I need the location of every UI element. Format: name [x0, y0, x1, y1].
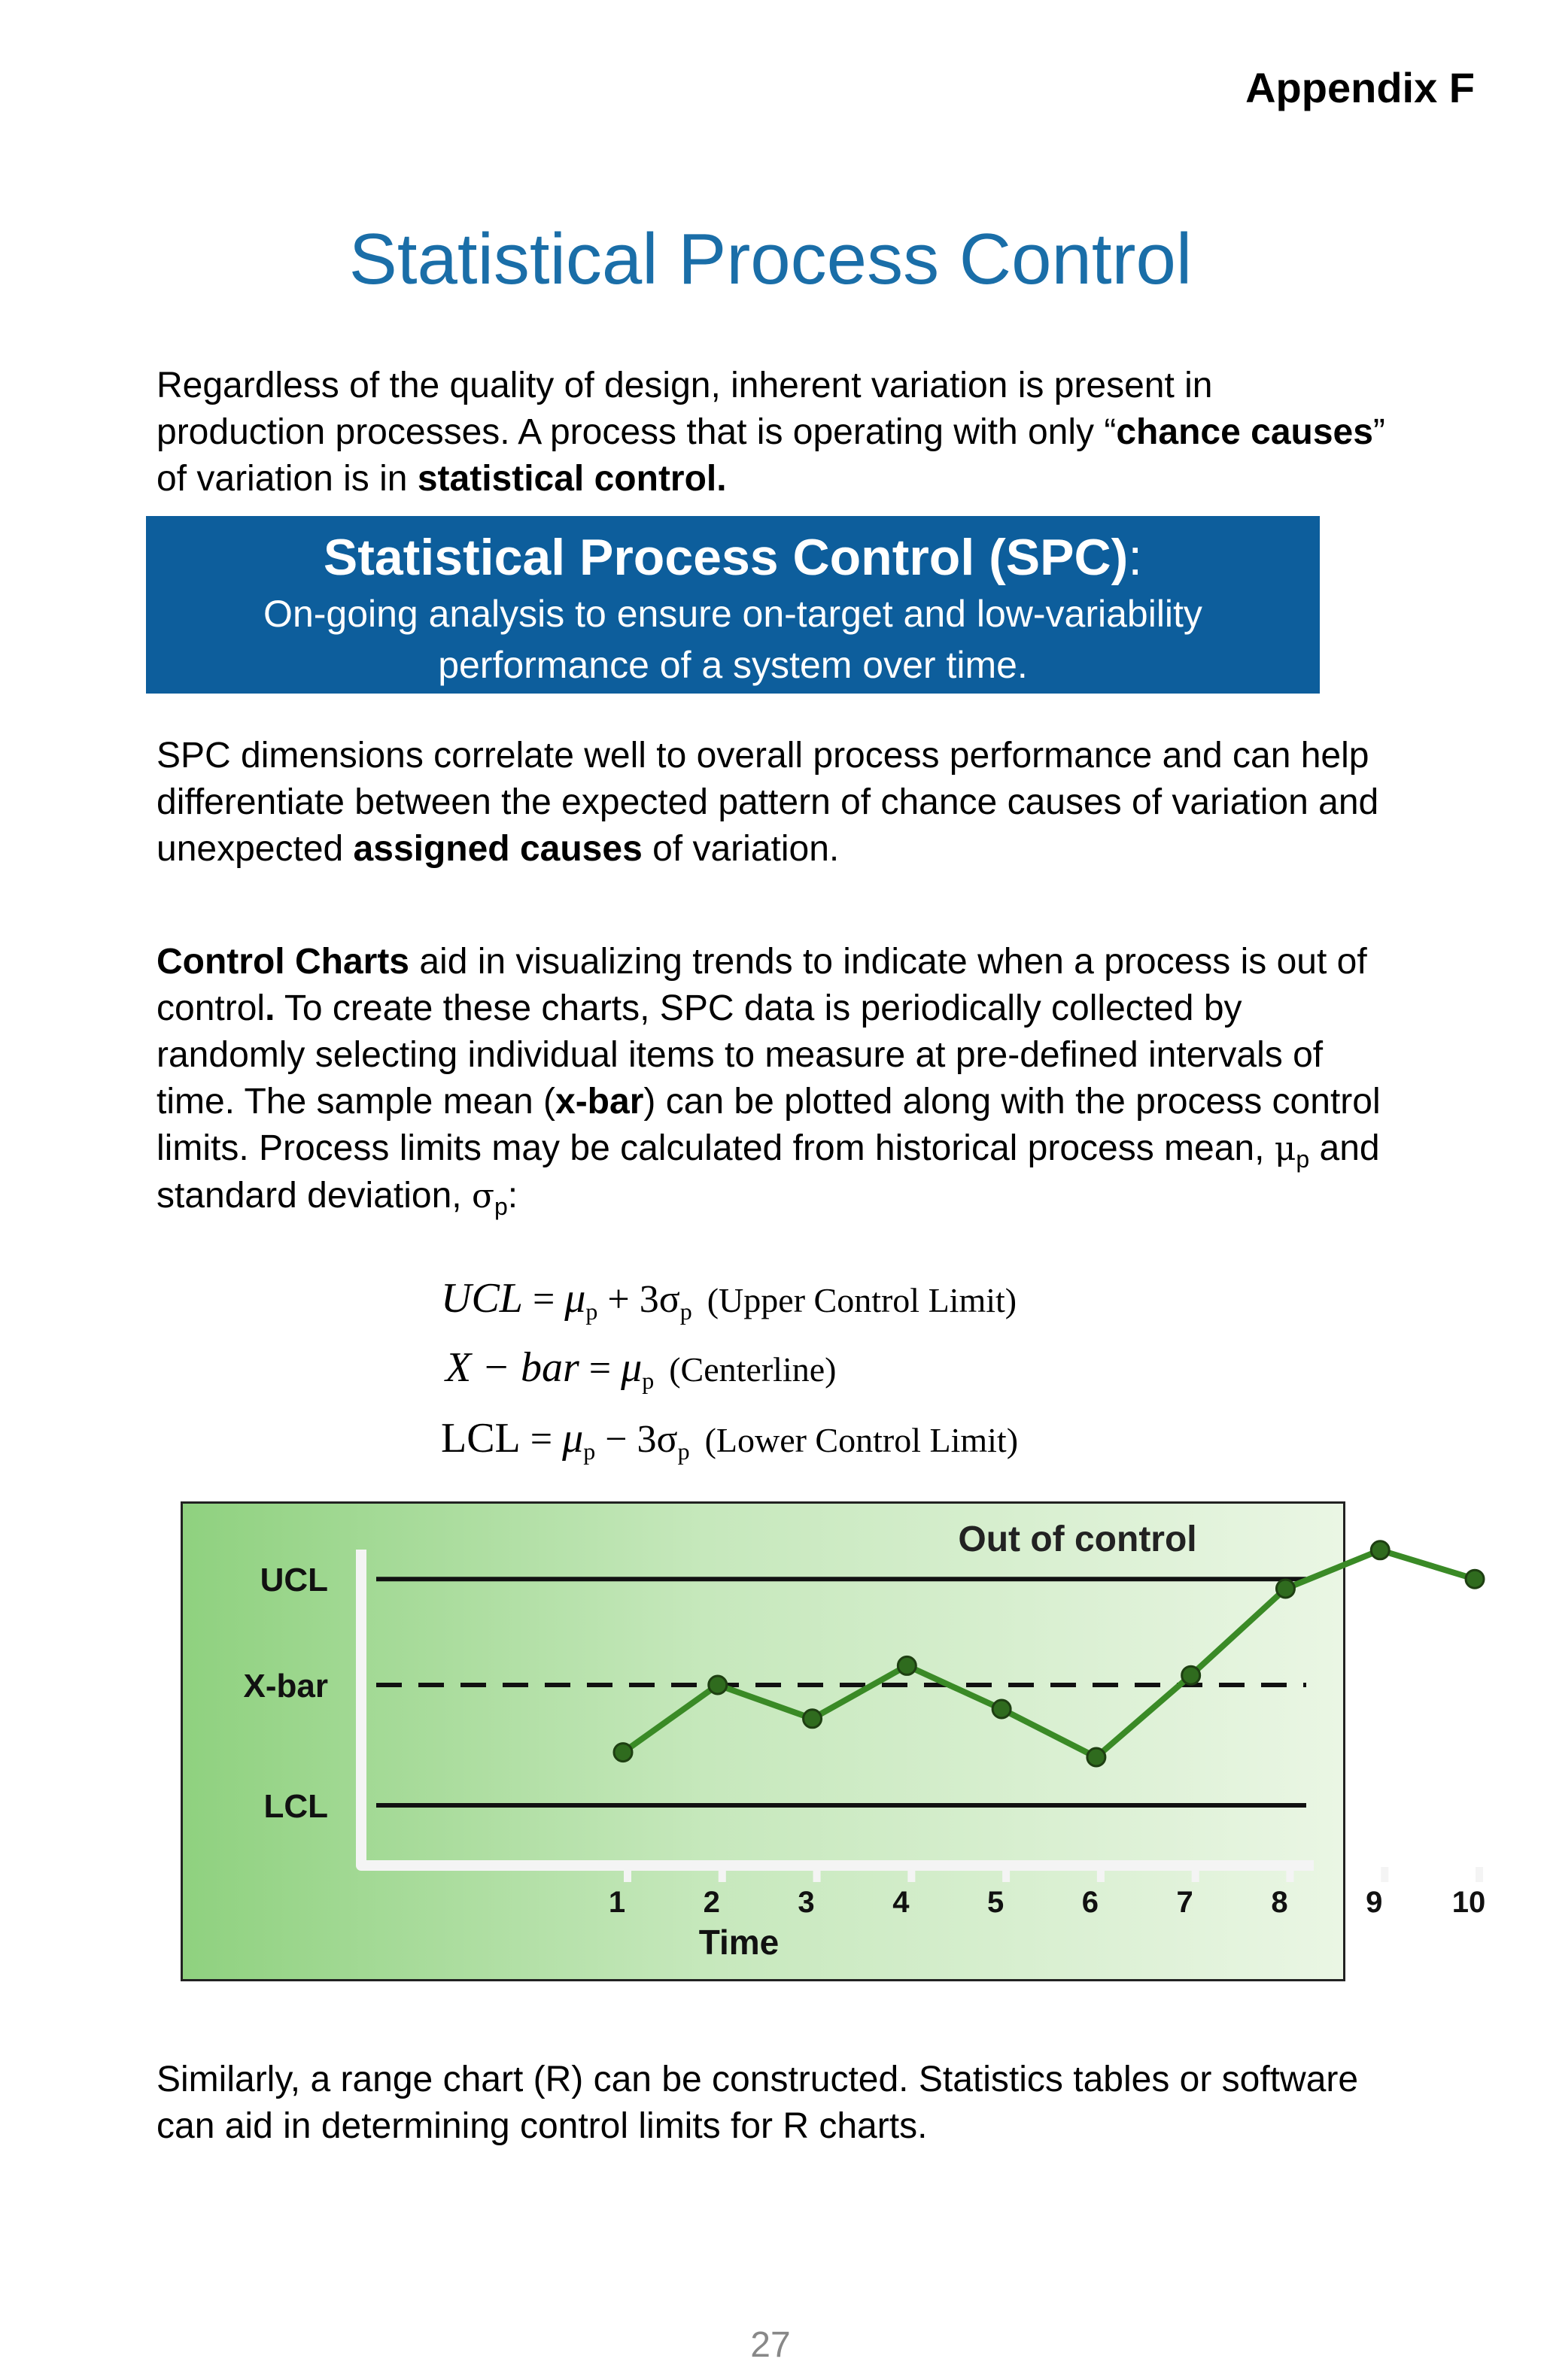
para-bold: Control Charts [157, 942, 409, 982]
intro-text: Regardless of the quality of design, inherent variation is present in production processes. A process that is operating with only “ [157, 366, 1213, 452]
subscript: p [677, 1437, 690, 1465]
equation-op: = [522, 1278, 565, 1321]
data-point [709, 1676, 727, 1694]
subscript: p [583, 1437, 596, 1465]
control-line-label: LCL [263, 1788, 328, 1825]
data-point [1182, 1666, 1200, 1684]
data-point [1466, 1570, 1484, 1588]
x-tick-label: 9 [1366, 1886, 1383, 1919]
data-point [1276, 1580, 1294, 1598]
spc-definition-line: On-going analysis to ensure on-target and low-variability [263, 593, 1202, 635]
page-title: Statistical Process Control [348, 219, 1193, 299]
control-line-label: X-bar [243, 1668, 328, 1705]
equation-lhs: UCL [441, 1275, 523, 1322]
data-point [1371, 1541, 1389, 1559]
x-tick-label: 7 [1176, 1886, 1193, 1919]
x-tick-label: 5 [986, 1886, 1005, 1919]
spc-dimensions-paragraph [157, 733, 1391, 873]
x-tick-label: 1 [608, 1886, 626, 1919]
spc-definition-line: performance of a system over time. [438, 644, 1028, 686]
para-bold: . [265, 988, 275, 1028]
para-text: ) can be plotted along with the process control limits. Process limits may be calculated from historical process mean, [157, 1082, 1381, 1168]
data-point [1087, 1748, 1105, 1766]
para-text: SPC dimensions correlate well to overall process performance and can help differentiate between the expected pattern of chance causes of variation and unexpected [157, 736, 1379, 869]
spc-heading [146, 527, 1320, 588]
intro-bold: chance causes [1116, 412, 1373, 452]
spc-definition-box [146, 516, 1320, 694]
x-tick-label: 3 [798, 1886, 815, 1919]
para-text: aid in visualizing trends to indicate when a process is out of control [157, 942, 1367, 1028]
closing-paragraph: Similarly, a range chart (R) can be constructed. Statistics tables or software can aid in determining control limits for R charts. [157, 2060, 1359, 2146]
mu-symbol: μ [621, 1344, 643, 1391]
mu-symbol: μ [562, 1415, 584, 1462]
x-tick-label: 6 [1081, 1886, 1099, 1919]
intro-paragraph [157, 363, 1391, 502]
equation-ucl [441, 1274, 1017, 1325]
para-bold: x-bar [555, 1082, 644, 1122]
x-tick-label: 10 [1451, 1886, 1486, 1919]
data-point [992, 1700, 1011, 1718]
intro-bold: statistical control. [417, 459, 727, 499]
equation-lcl [441, 1414, 1019, 1465]
mu-symbol: μ [1274, 1130, 1296, 1168]
intro-text: ” of variation is in [157, 412, 1385, 499]
equation-description: (Centerline) [669, 1350, 837, 1389]
spc-heading-colon: : [1128, 529, 1143, 586]
control-charts-paragraph [157, 939, 1391, 1220]
para-text: To create these charts, SPC data is periodically collected by randomly selecting individual items to measure at pre-defined intervals of time. The sample mean ( [157, 988, 1324, 1122]
equation-description: (Lower Control Limit) [704, 1421, 1019, 1459]
mu-symbol: μ [564, 1275, 586, 1322]
para-text: of variation. [642, 829, 840, 869]
subscript: p [679, 1298, 692, 1325]
equation-centerline [445, 1343, 836, 1392]
control-chart [181, 1501, 1486, 1981]
x-axis-label: Time [698, 1923, 780, 1962]
data-point [804, 1710, 822, 1728]
data-point [614, 1744, 632, 1762]
equation-op: = [579, 1347, 622, 1390]
equation-lhs: LCL [441, 1415, 521, 1462]
control-line-label: UCL [260, 1562, 328, 1599]
subscript: p [642, 1367, 655, 1394]
annotation-out-of-control: Out of control [958, 1519, 1197, 1559]
subscript: p [585, 1298, 598, 1325]
equation-rest: − 3σ [595, 1418, 678, 1461]
subscript: p [494, 1193, 508, 1220]
para-bold: assigned causes [353, 829, 643, 869]
equation-op: = [520, 1418, 563, 1461]
equation-rest: + 3σ [597, 1278, 680, 1321]
subscript: p [1296, 1146, 1310, 1173]
x-tick-label: 2 [703, 1886, 720, 1919]
page-number: 27 [750, 2325, 791, 2365]
data-point [898, 1656, 916, 1674]
equation-description: (Upper Control Limit) [707, 1281, 1017, 1319]
para-text: and standard deviation, [157, 1128, 1380, 1216]
equation-lhs: X − bar [445, 1344, 579, 1391]
spc-heading-text: Statistical Process Control (SPC) [323, 529, 1129, 586]
x-tick-label: 4 [892, 1886, 910, 1919]
x-tick-label: 8 [1271, 1886, 1288, 1919]
sigma-symbol: σ [471, 1177, 494, 1216]
para-text: : [507, 1176, 518, 1216]
appendix-label: Appendix F [1245, 64, 1475, 111]
